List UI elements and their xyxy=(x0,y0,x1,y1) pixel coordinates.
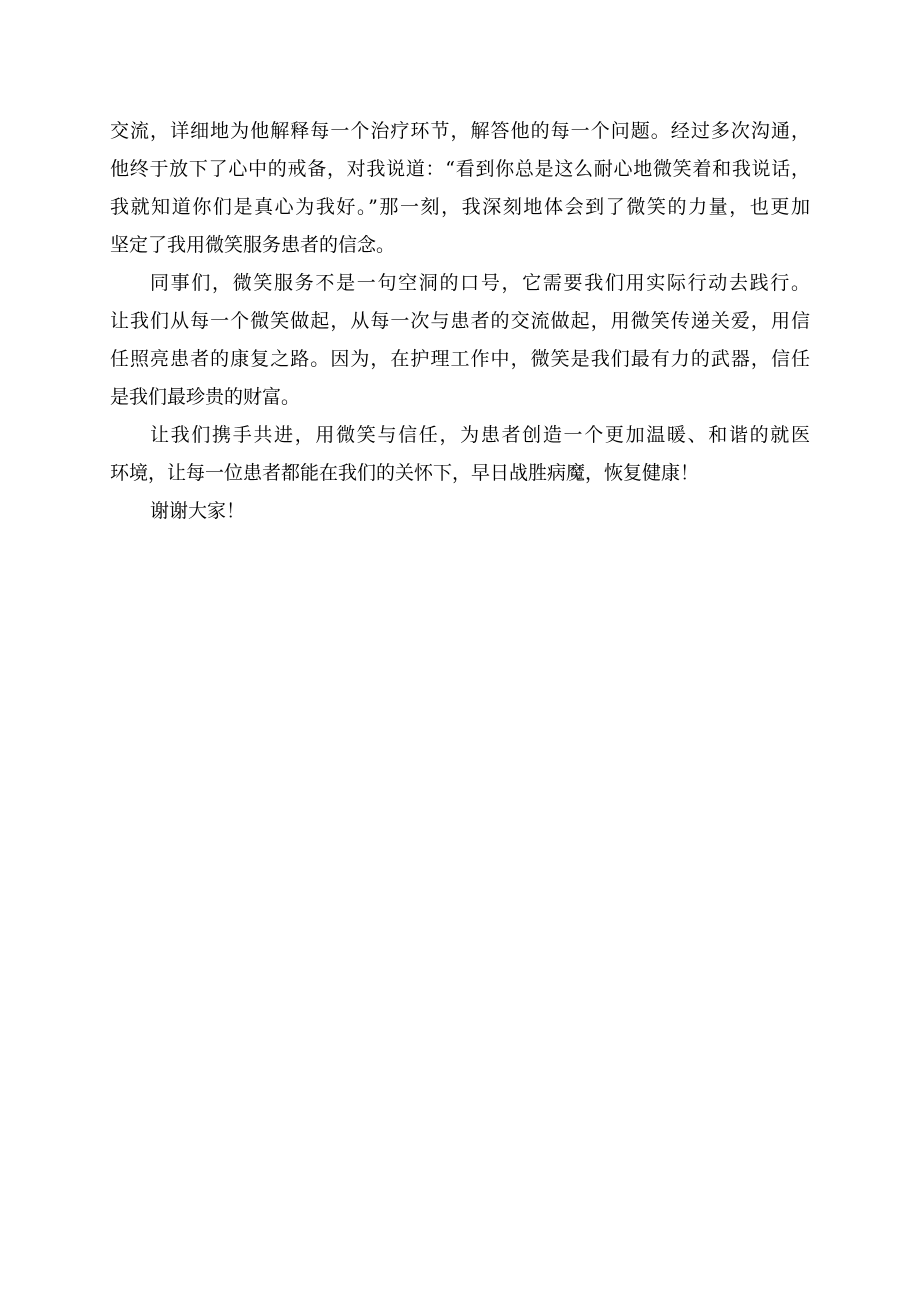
text-line: 交流，详细地为他解释每一个治疗环节，解答他的每一个问题。经过多次沟通， xyxy=(110,120,810,142)
text-line: 同事们，微笑服务不是一句空洞的口号，它需要我们用实际行动去践行。 xyxy=(150,272,810,294)
paragraph-3 xyxy=(110,416,810,492)
text-line: 他终于放下了心中的戒备，对我说道：“看到你总是这么耐心地微笑着和我说话， xyxy=(110,158,810,180)
paragraph-4 xyxy=(110,492,810,530)
paragraph-2 xyxy=(110,264,810,416)
text-line: 坚定了我用微笑服务患者的信念。 xyxy=(110,234,396,256)
text-line: 任照亮患者的康复之路。因为，在护理工作中，微笑是我们最有力的武器，信任 xyxy=(110,348,810,370)
paragraph-1 xyxy=(110,112,810,264)
text-line: 环境，让每一位患者都能在我们的关怀下，早日战胜病魔，恢复健康！ xyxy=(110,462,700,484)
text-line: 让我们从每一个微笑做起，从每一次与患者的交流做起，用微笑传递关爱，用信 xyxy=(110,310,810,332)
text-line: 让我们携手共进，用微笑与信任，为患者创造一个更加温暖、和谐的就医 xyxy=(150,424,810,446)
text-line: 是我们最珍贵的财富。 xyxy=(110,386,301,408)
closing-line: 谢谢大家！ xyxy=(150,500,246,522)
document-body xyxy=(110,112,810,530)
text-line: 我就知道你们是真心为我好。”那一刻，我深刻地体会到了微笑的力量，也更加 xyxy=(110,196,810,218)
